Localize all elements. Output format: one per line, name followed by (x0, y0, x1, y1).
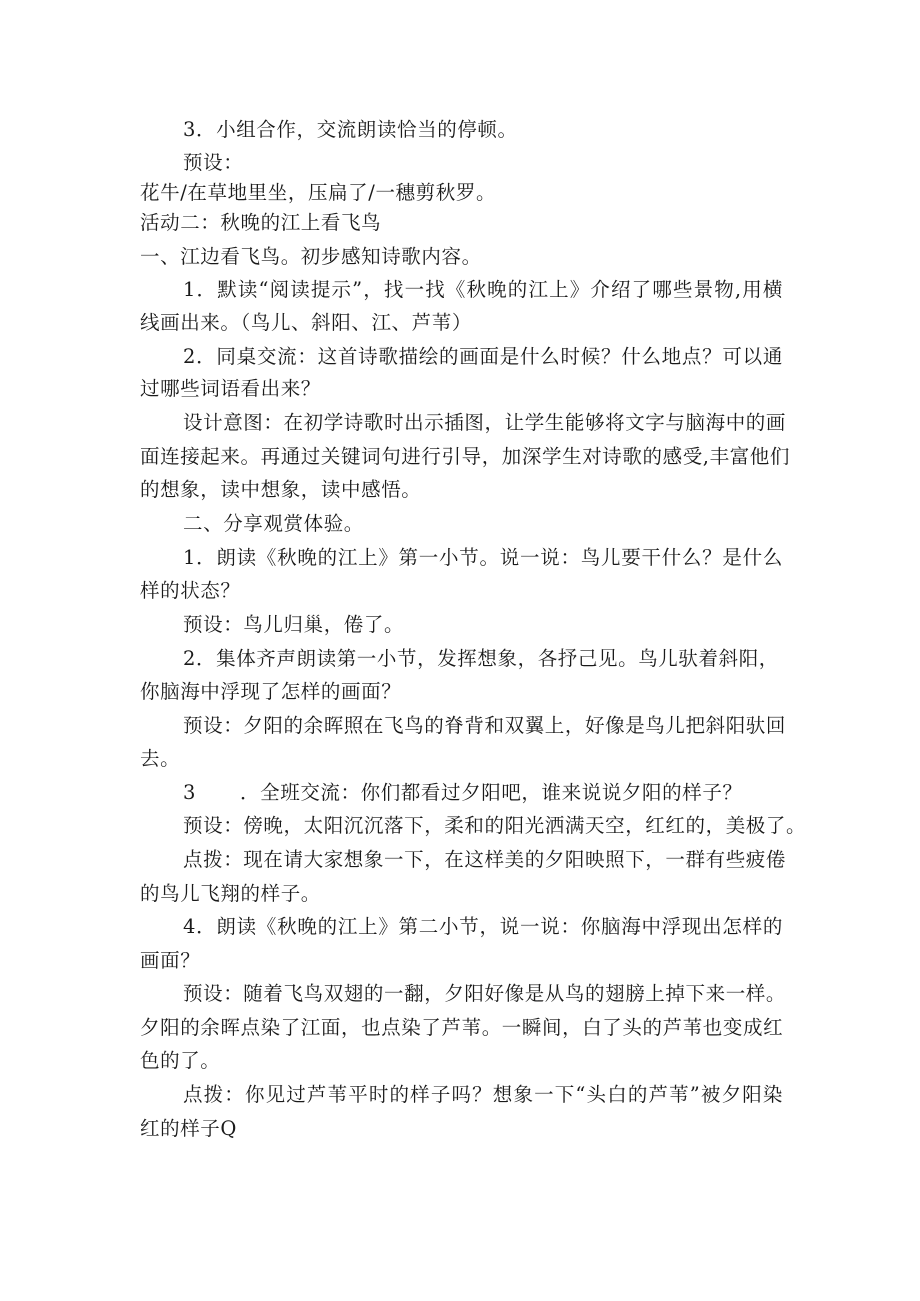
paragraph-text: ．全班交流：你们都看过夕阳吧，谁来说说夕阳的样子？ (240, 781, 743, 804)
paragraph-line: 过哪些词语看出来？ (140, 377, 321, 400)
paragraph-line (183, 344, 783, 370)
paragraph-line: 样的状态？ (140, 579, 241, 602)
paragraph-line: 红的样子Q (140, 1117, 237, 1140)
paragraph-line (183, 545, 783, 571)
list-number: 3 (183, 781, 197, 804)
paragraph-line (183, 981, 787, 1007)
paragraph-line: 色的了。 (140, 1049, 221, 1072)
paragraph-line: 线画出来。（鸟儿、斜阳、江、芦苇） (140, 311, 472, 334)
paragraph-line (183, 410, 787, 436)
section-heading: 活动二：秋晚的江上看飞鸟 (140, 211, 382, 234)
paragraph-text: 预设：夕阳的余晖照在飞鸟的脊背和双翼上，好像是鸟儿把斜阳驮回 (183, 714, 787, 737)
paragraph-line: 2．集体齐声朗读第一小节，发挥想象，各抒己见。鸟儿驮着斜阳， (183, 647, 779, 670)
paragraph-text: 点拨：现在请大家想象一下，在这样美的夕阳映照下，一群有些疲倦 (183, 848, 787, 871)
paragraph-line: 的鸟儿飞翔的样子。 (140, 882, 321, 905)
paragraph-line: 画面？ (140, 949, 201, 972)
paragraph-line: 你脑海中浮现了怎样的画面？ (140, 680, 402, 703)
paragraph-line (183, 713, 787, 739)
paragraph-text: 2．同桌交流：这首诗歌描绘的画面是什么时候？什么地点？可以通 (183, 345, 783, 368)
paragraph-line (183, 847, 787, 873)
section-heading: 一、江边看飞鸟。初步感知诗歌内容。 (140, 245, 482, 268)
paragraph-line: 花牛/在草地里坐，压扁了/一穗剪秋罗。 (140, 181, 497, 204)
paragraph-line: 预设： (183, 151, 244, 174)
paragraph-line: 预设：鸟儿归巢，倦了。 (183, 613, 405, 636)
section-heading: 二、分享观赏体验。 (183, 512, 364, 535)
paragraph-line (140, 1015, 783, 1041)
paragraph-line (183, 813, 807, 839)
paragraph-line (183, 780, 743, 806)
paragraph-line (140, 444, 790, 470)
paragraph-text: 4．朗读《秋晚的江上》第二小节，说一说：你脑海中浮现出怎样的 (183, 915, 783, 938)
paragraph-text: 面连接起来。再通过关键词句进行引导，加深学生对诗歌的感受,丰富他们 (140, 445, 790, 468)
paragraph-line: 去。 (140, 747, 181, 770)
paragraph-line (183, 277, 783, 303)
paragraph-text: 设计意图：在初学诗歌时出示插图，让学生能够将文字与脑海中的画 (183, 411, 787, 434)
paragraph-text: 预设：傍晚，太阳沉沉落下，柔和的阳光洒满天空，红红的，美极了。 (183, 814, 807, 837)
paragraph-text: 1．默读“阅读提示”，找一找《秋晚的江上》介绍了哪些景物,用横 (183, 278, 783, 301)
paragraph-line (183, 914, 783, 940)
paragraph-text: 点拨：你见过芦苇平时的样子吗？想象一下“头白的芦苇”被夕阳染 (183, 1083, 783, 1106)
paragraph-text: 预设：随着飞鸟双翅的一翻，夕阳好像是从鸟的翅膀上掉下来一样。 (183, 982, 787, 1005)
paragraph-line: 3．小组合作，交流朗读恰当的停顿。 (183, 118, 518, 141)
paragraph-text: 夕阳的余晖点染了江面，也点染了芦苇。一瞬间，白了头的芦苇也变成红 (140, 1016, 784, 1039)
paragraph-line: 的想象，读中想象，读中感悟。 (140, 478, 422, 501)
paragraph-line (183, 1082, 783, 1108)
paragraph-text: 1．朗读《秋晚的江上》第一小节。说一说：鸟儿要干什么？是什么 (183, 546, 783, 569)
